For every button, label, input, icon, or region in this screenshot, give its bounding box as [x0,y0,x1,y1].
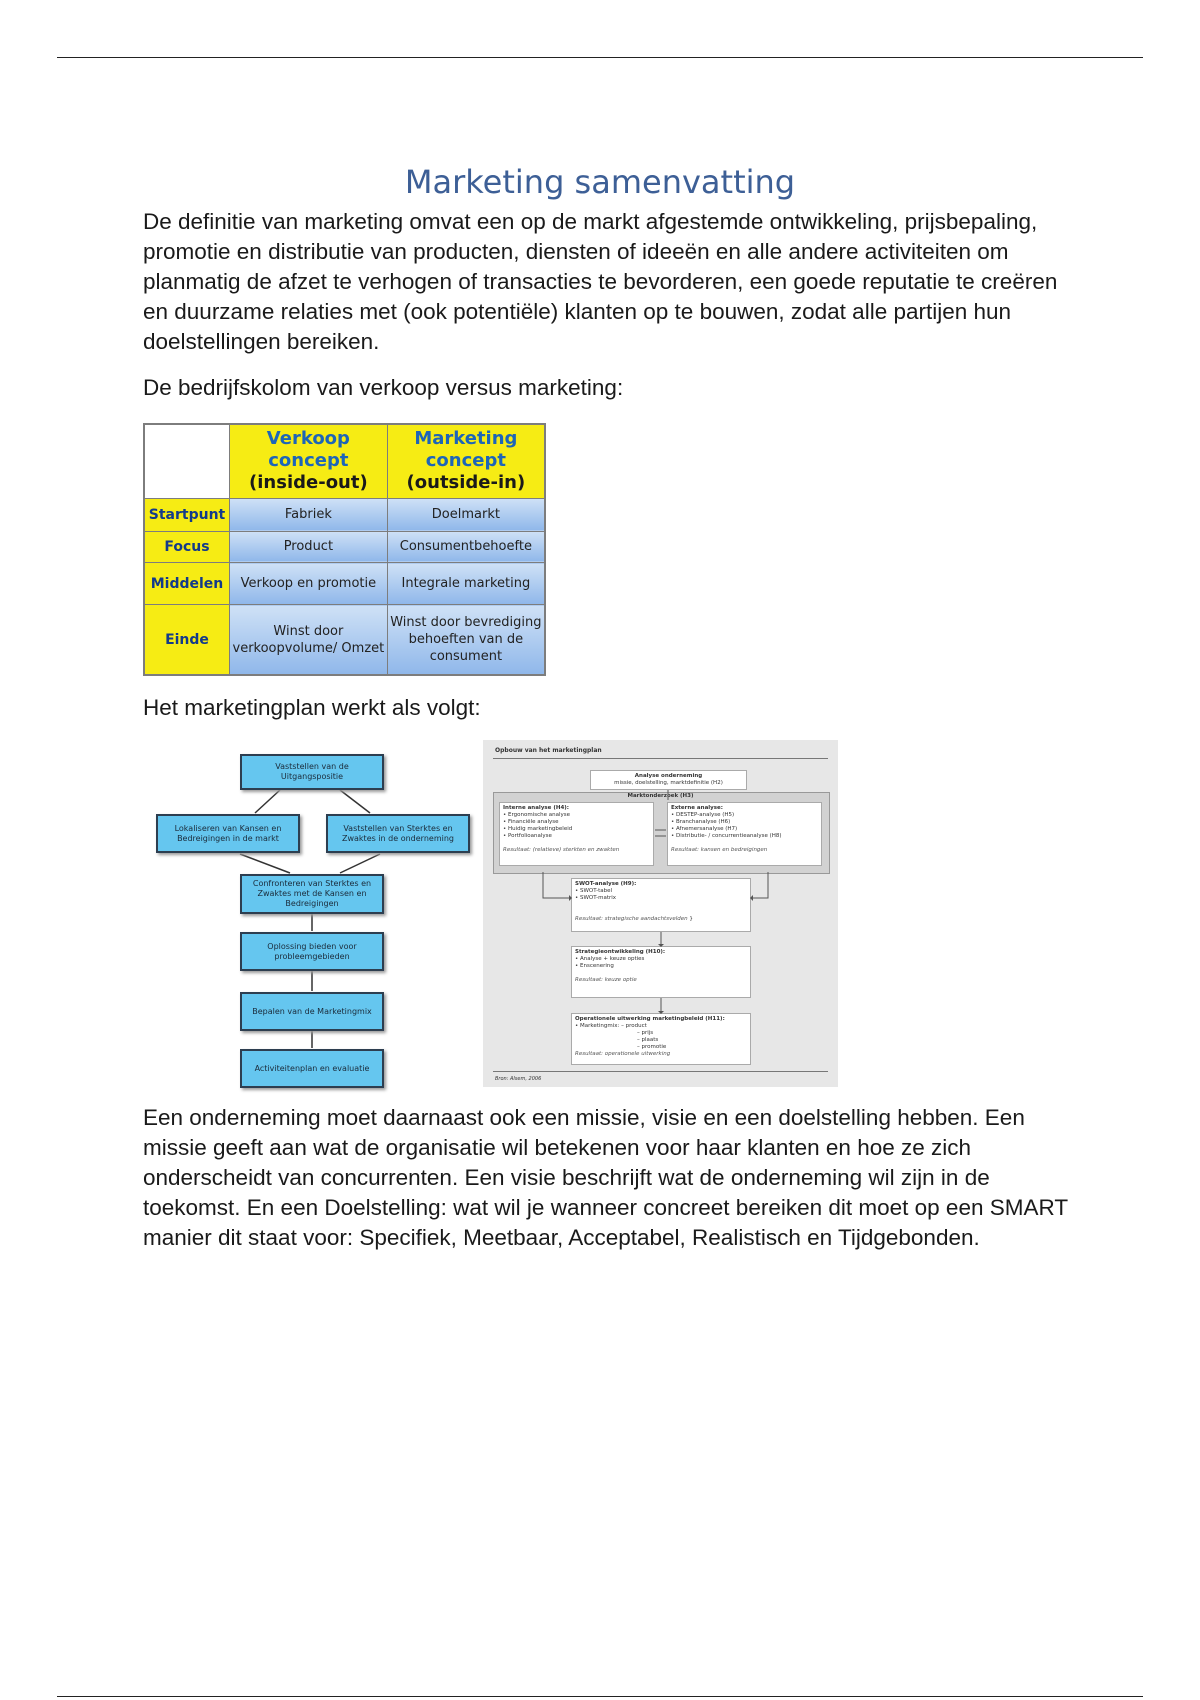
flow-step-sterktes-zwaktes: Vaststellen van Sterktes en Zwaktes in de onderneming [326,814,470,853]
scheme-strategy-box: Strategieontwikkeling (H10): • Analyse + keuze opties • Enscenering Resultaat: keuze optie [571,946,751,998]
flow-step-oplossing: Oplossing bieden voor probleemgebieden [240,932,384,971]
scheme-operational-box: Operationele uitwerking marketingbeleid (H11): • Marketingmix: – product – prijs – plaats – promotie Resultaat: operationele uitwerking [571,1013,751,1065]
scheme-source: Bron: Alsem, 2006 [495,1076,542,1082]
table-cell: Integrale marketing [387,563,545,605]
table-cell: Winst door bevrediging behoeften van de consument [387,605,545,675]
row-label: Middelen [144,563,230,605]
table-cell: Verkoop en promotie [230,563,388,605]
table-cell: Consumentbehoefte [387,531,545,562]
scheme-research-label: Marktonderzoek (H3) [627,793,694,799]
scheme-analyse-box: Analyse onderneming missie, doelstelling, marktdefinitie (H2) [590,770,747,790]
scheme-internal-box: Interne analyse (H4): • Ergonomische analyse • Financiële analyse • Huidig marketingbeleid • Portfolioanalyse Resultaat: (relatieve) sterkten en zwakten [499,802,654,866]
marketing-flow-diagram [150,748,478,1093]
column-header-marketing: Marketing concept (outside-in) [387,424,545,498]
row-label: Focus [144,531,230,562]
page-title: Marketing samenvatting [404,163,796,201]
scheme-bottom-line [493,1071,828,1072]
table-row [144,531,545,562]
flow-step-uitgangspositie: Vaststellen van de Uitgangspositie [240,754,384,790]
flow-step-kansen-bedreigingen: Lokaliseren van Kansen en Bedreigingen in de markt [156,814,300,853]
row-label: Einde [144,605,230,675]
flow-connectors [150,748,478,1093]
scheme-arrows [483,740,838,1087]
table-row [144,498,545,531]
table-cell: Product [230,531,388,562]
table-row [144,563,545,605]
footer-rule [57,1696,1143,1697]
table-cell: Winst door verkoopvolume/ Omzet [230,605,388,675]
table-corner-cell [144,424,230,498]
scheme-title: Opbouw van het marketingplan [495,747,602,754]
row-label: Startpunt [144,498,230,531]
closing-paragraph: Een onderneming moet daarnaast ook een missie, visie en een doelstelling hebben. Een missie geeft aan wat de organisatie wil betekenen voor haar klanten en hoe ze zich onderscheidt van concurrenten. Een visie beschrijft wat de onderneming wil zijn in de toekomst. En een Doelstelling: wat wil je wanneer concreet bereiken dit moet op een SMART manier dit staat voor: Specifiek, Meetbaar, Acceptabel, Realistisch en Tijdgebonden. [143,1105,1068,1250]
flow-step-confronteren: Confronteren van Sterktes en Zwaktes met de Kansen en Bedreigingen [240,874,384,914]
table-intro: De bedrijfskolom van verkoop versus marketing: [143,375,624,400]
table-cell: Fabriek [230,498,388,531]
comparison-table [143,423,546,676]
scheme-external-box: Externe analyse: • DESTEP-analyse (H5) • Branchanalyse (H6) • Afnemersanalyse (H7) • Distributie- / concurrentieanalyse (H8) Resultaat: kansen en bedreigingen [667,802,822,866]
header-rule [57,57,1143,58]
marketingplan-scheme [483,740,838,1087]
scheme-swot-box: SWOT-analyse (H9): • SWOT-tabel • SWOT-matrix Resultaat: strategische aandachtsvelden } [571,878,751,932]
intro-paragraph: De definitie van marketing omvat een op de markt afgestemde ontwikkeling, prijsbepaling, promotie en distributie van producten, diensten of ideeën en alle andere activiteiten om planmatig de afzet te verhogen of transacties te bevorderen, een goede reputatie te creëren en duurzame relaties met (ook potentiële) klanten op te bouwen, zodat alle partijen hun doelstellingen bereiken. [143,209,1058,354]
flow-step-marketingmix: Bepalen van de Marketingmix [240,992,384,1031]
table-cell: Doelmarkt [387,498,545,531]
plan-intro: Het marketingplan werkt als volgt: [143,695,481,720]
table-row [144,605,545,675]
column-header-verkoop: Verkoop concept (inside-out) [230,424,388,498]
flow-step-activiteitenplan: Activiteitenplan en evaluatie [240,1049,384,1088]
